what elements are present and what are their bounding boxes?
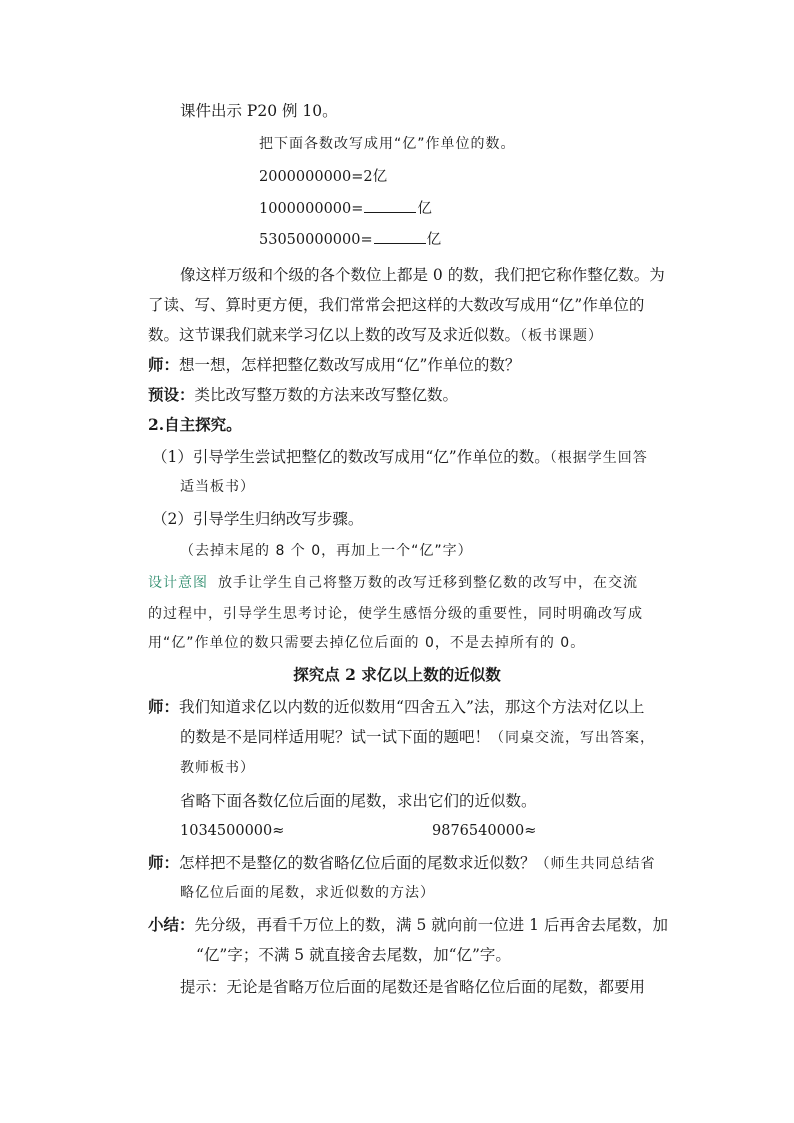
design-text-line: 的过程中，引导学生思考讨论，使学生感悟分级的重要性，同时明确改写成: [148, 606, 643, 622]
teacher-question-2: [148, 696, 644, 718]
speaker-label: 师：: [148, 697, 180, 716]
design-text: 放手让学生自己将整万数的改写迁移到整亿数的改写中，在交流: [218, 575, 638, 591]
question-note-cont: 教师板书）: [180, 760, 255, 776]
preset-text: 类比改写整万数的方法来改写整亿数。: [194, 386, 459, 404]
question-text: 的数是不是同样适用呢？试一试下面的题吧！: [180, 728, 491, 746]
step-note: （根据学生回答: [549, 450, 648, 466]
teacher-question: [148, 354, 520, 376]
question-note-cont: 略亿位后面的尾数，求近似数的方法）: [180, 885, 435, 901]
paragraph-line: 了读、写、算时更方便，我们常常会把这样的大数改写成用“亿”作单位的: [148, 296, 645, 314]
courseware-line: 课件出示 P20 例 10。: [180, 102, 338, 120]
step-note-cont: 适当板书）: [180, 479, 255, 495]
design-text-line: 用“亿”作单位的数只需要去掉亿位后面的 0，不是去掉所有的 0。: [148, 635, 586, 651]
paragraph-line: 像这样万级和个级的各个数位上都是 0 的数，我们把它称作整亿数。为: [180, 266, 665, 284]
example-number: 1000000000=: [259, 201, 364, 217]
example-line-2: [259, 198, 432, 220]
board-note: （板书课题）: [520, 328, 604, 344]
step-text: （1）引导学生尝试把整亿的数改写成用“亿”作单位的数。: [152, 448, 550, 466]
example-unit: 亿: [417, 201, 432, 217]
example-line-3: [259, 229, 441, 251]
answer-blank: [374, 229, 426, 244]
exercise-title: 省略下面各数亿位后面的尾数，求出它们的近似数。: [180, 792, 537, 810]
tip-line: 提示：无论是省略万位后面的尾数还是省略亿位后面的尾数，都要用: [180, 978, 646, 996]
design-intent: [148, 572, 638, 594]
answer-blank: [364, 198, 416, 213]
exercise-instruction: 把下面各数改写成用“亿”作单位的数。: [259, 136, 516, 152]
example-line-1: 2000000000=2亿: [259, 169, 388, 185]
summary-text: 先分级，再看千万位上的数，满 5 就向前一位进 1 后再舍去尾数，加: [194, 916, 668, 934]
question-text: 怎样把不是整亿的数省略亿位后面的尾数求近似数？: [179, 854, 536, 872]
example-unit: 亿: [426, 232, 442, 248]
design-label: 设计意图: [148, 575, 208, 591]
step-2-note: （去掉末尾的 8 个 0，再加上一个“亿”字）: [180, 543, 473, 559]
preset-label: 预设：: [148, 385, 195, 404]
question-line: [180, 726, 655, 749]
teacher-question-3: [148, 852, 656, 875]
example-number: 53050000000=: [259, 232, 373, 248]
section-heading: 2.自主探究。: [148, 415, 242, 434]
preset-line: [148, 384, 458, 406]
paragraph-line: [148, 324, 603, 347]
speaker-label: 师：: [148, 853, 180, 872]
question-text: 想一想，怎样把整亿数改写成用“亿”作单位的数？: [179, 356, 521, 374]
summary-line: [148, 914, 668, 936]
question-note: （师生共同总结省: [535, 856, 656, 872]
speaker-label: 师：: [148, 355, 180, 374]
paragraph-text: 数。这节课我们就来学习亿以上数的改写及求近似数。: [148, 326, 521, 344]
summary-line-cont: “亿”字；不满 5 就直接舍去尾数，加“亿”字。: [196, 946, 511, 964]
question-note: （同桌交流，写出答案，: [490, 730, 656, 746]
step-1: [152, 446, 648, 469]
exercise-item-2: 9876540000≈: [432, 823, 537, 839]
question-text: 我们知道求亿以内数的近似数用“四舍五入”法，那这个方法对亿以上: [179, 698, 645, 716]
step-2: （2）引导学生归纳改写步骤。: [152, 510, 364, 528]
exercise-item-1: 1034500000≈: [180, 823, 285, 839]
summary-label: 小结：: [148, 915, 195, 934]
exploration-heading: 探究点 2 求亿以上数的近似数: [293, 665, 501, 684]
